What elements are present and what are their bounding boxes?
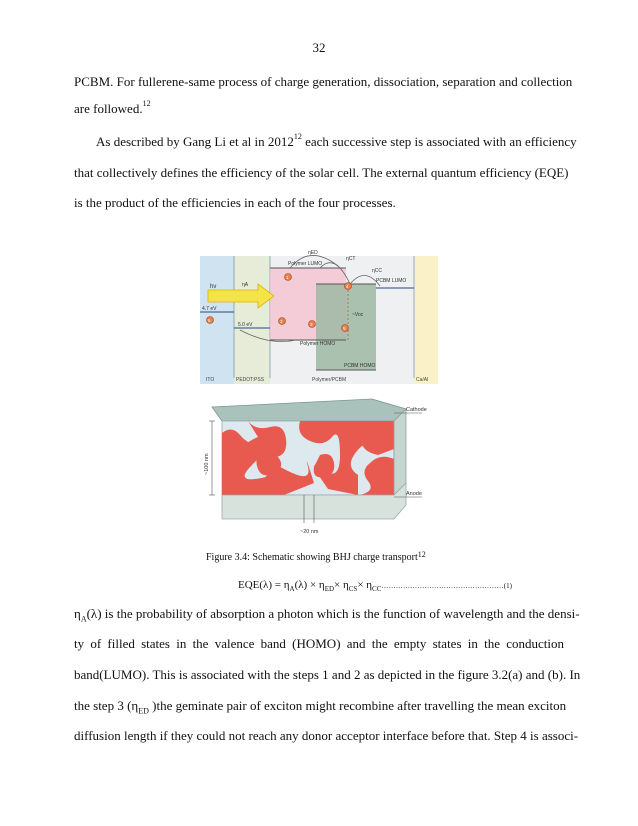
equation-number: (1) [503, 582, 512, 590]
citation-ref: 12 [417, 550, 426, 559]
voc-label: ~Voc [352, 312, 364, 318]
caption-text: Figure 3.4: Schematic showing BHJ charge transport [206, 552, 418, 563]
para2-line1-b: each successive step is associated with an efficiency [301, 134, 577, 149]
figure-caption [206, 552, 426, 563]
para3-line4-a: the step 3 (η [74, 698, 139, 713]
para2-line1 [96, 132, 577, 150]
energy-band-svg [200, 246, 438, 384]
para3-line3: band(LUMO). This is associated with the steps 1 and 2 as depicted in the figure 3.2(a) and (b). In [74, 667, 581, 682]
para3-line4 [74, 698, 567, 716]
thickness-label: ~100 nm [204, 453, 210, 475]
eq-mid2: × η [334, 579, 349, 591]
eta-ed-label: ηED [308, 250, 318, 256]
polymer-lumo-label: Polymer LUMO [288, 261, 323, 267]
step-marker: 3 [310, 322, 313, 327]
eta-cc-label: ηCC [372, 268, 383, 274]
para3-eta-sub: A [80, 614, 87, 624]
pcbm-lumo-label: PCBM LUMO [376, 278, 407, 284]
step-marker: 2 [280, 319, 283, 324]
eta-a-label: ηA [242, 282, 249, 288]
pedot-workfunction: 5.0 eV [238, 322, 253, 328]
eq-sub-ed: ED [324, 585, 335, 594]
bhj-morphology-svg [200, 393, 438, 543]
eta-ct-label: ηCT [346, 256, 356, 262]
para3-line4-b: )the geminate pair of exciton might recombine after travelling the mean exciton [148, 698, 567, 713]
para3-line2: ty of filled states in the valence band (HOMO) and the empty states in the conduction [74, 636, 564, 651]
citation-ref: 12 [142, 99, 151, 108]
ito-workfunction: 4.7 eV [202, 306, 217, 312]
polymer-homo-label: Polymer HOMO [300, 341, 336, 347]
pedot-layer-label: PEDOT:PSS [236, 377, 265, 383]
eq-sub-a: A [289, 585, 295, 594]
para3-line1 [74, 606, 580, 624]
eq-sub-cs: CS [348, 585, 358, 594]
equation-1 [238, 579, 512, 593]
cathode-material-label: Ca/Al [416, 377, 429, 383]
eq-sub-cc: CC [372, 585, 382, 594]
energy-band-diagram [200, 246, 438, 384]
para2-line3: is the product of the efficiencies in each of the four processes. [74, 195, 396, 210]
eq-mid3: × η [357, 579, 373, 591]
ito-layer-label: ITO [206, 377, 215, 383]
eq-mid1: (λ) × η [294, 579, 325, 591]
step-marker: 1 [286, 275, 289, 280]
bhj-morphology-diagram [200, 393, 438, 543]
eq-dots: …………………………………………… [381, 582, 504, 590]
para2-line2: that collectively defines the efficiency of the solar cell. The external quantum efficiency (EQE) [74, 165, 569, 180]
hv-label: hν [210, 284, 217, 290]
domain-size-label: ~20 nm [300, 529, 319, 535]
para1-line1: PCBM. For fullerene-same process of charge generation, dissociation, separation and collection [74, 74, 573, 89]
para1-line2 [74, 101, 564, 117]
para3-line5: diffusion length if they could not reach any donor acceptor interface before that. Step 4 is associ- [74, 728, 579, 743]
citation-ref: 12 [293, 132, 302, 141]
eq-lhs: EQE(λ) = η [238, 579, 290, 591]
step-marker: 4 [346, 284, 349, 289]
cathode-label: Cathode [406, 407, 427, 413]
para2-line1-a: As described by Gang Li et al in 2012 [96, 134, 294, 149]
page-number: 32 [312, 40, 326, 55]
pcbm-homo-label: PCBM HOMO [344, 363, 376, 369]
para3-line4-sub: ED [138, 706, 149, 716]
para1-line2-text: are followed. [74, 101, 143, 116]
step-marker: 6 [208, 318, 211, 323]
anode-label: Anode [406, 491, 422, 497]
para3-eta: η [74, 606, 81, 621]
step-marker: 5 [343, 326, 346, 331]
para3-line1-b: (λ) is the probability of absorption a photon which is the function of wavelength and the densi- [86, 606, 580, 621]
active-layer-label: Polymer/PCBM [312, 377, 347, 383]
